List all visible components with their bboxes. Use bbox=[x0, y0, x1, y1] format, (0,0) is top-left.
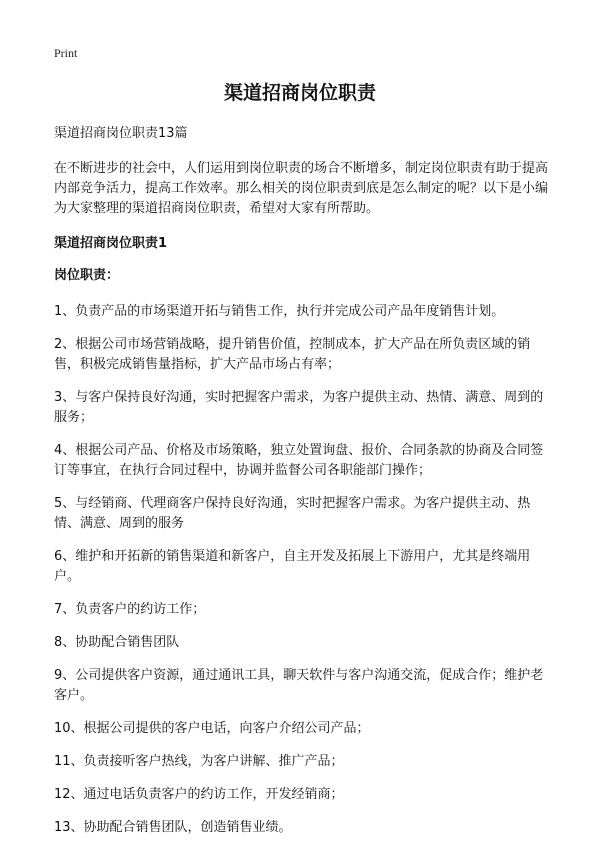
print-link[interactable]: Print bbox=[54, 46, 78, 60]
duty-item: 2、根据公司市场营销战略，提升销售价值，控制成本，扩大产品在所负责区域的销售，积极完成销售量指标，扩大产品市场占有率； bbox=[54, 337, 531, 372]
section-heading: 渠道招商岗位职责1 bbox=[54, 236, 168, 251]
duty-item: 8、协助配合销售团队 bbox=[54, 635, 180, 650]
document-subtitle: 渠道招商岗位职责13篇 bbox=[54, 126, 188, 141]
duty-item: 11、负责接听客户热线，为客户讲解、推广产品； bbox=[54, 754, 344, 769]
duty-item: 5、与经销商、代理商客户保持良好沟通，实时把握客户需求。为客户提供主动、热情、满意、周到的服务 bbox=[54, 496, 531, 531]
duty-item: 6、维护和开拓新的销售渠道和新客户，自主开发及拓展上下游用户，尤其是终端用户。 bbox=[54, 549, 531, 584]
duty-item: 10、根据公司提供的客户电话，向客户介绍公司产品； bbox=[54, 721, 370, 736]
document-title: 渠道招商岗位职责 bbox=[223, 82, 376, 104]
duty-item: 1、负责产品的市场渠道开拓与销售工作，执行并完成公司产品年度销售计划。 bbox=[54, 304, 505, 319]
duty-item: 4、根据公司产品、价格及市场策略，独立处置询盘、报价、合同条款的协商及合同签订等事宜，在执行合同过程中，协调并监督公司各职能部门操作； bbox=[54, 443, 544, 478]
duty-item: 9、公司提供客户资源，通过通讯工具，聊天软件与客户沟通交流，促成合作；维护老客户。 bbox=[54, 668, 544, 703]
duty-list bbox=[54, 302, 550, 838]
duty-heading: 岗位职责： bbox=[54, 268, 120, 283]
document-body bbox=[54, 124, 550, 851]
duty-item: 3、与客户保持良好沟通，实时把握客户需求，为客户提供主动、热情、满意、周到的服务； bbox=[54, 390, 544, 425]
intro-paragraph: 在不断进步的社会中，人们运用到岗位职责的场合不断增多，制定岗位职责有助于提高内部竞争活力，提高工作效率。那么相关的岗位职责到底是怎么制定的呢？以下是小编为大家整理的渠道招商岗位职责，希望对大家有所帮助。 bbox=[54, 161, 549, 216]
duty-item: 12、通过电话负责客户的约访工作，开发经销商； bbox=[54, 787, 344, 802]
duty-item: 7、负责客户的约访工作； bbox=[54, 602, 206, 617]
duty-item: 13、协助配合销售团队，创造销售业绩。 bbox=[54, 820, 292, 835]
